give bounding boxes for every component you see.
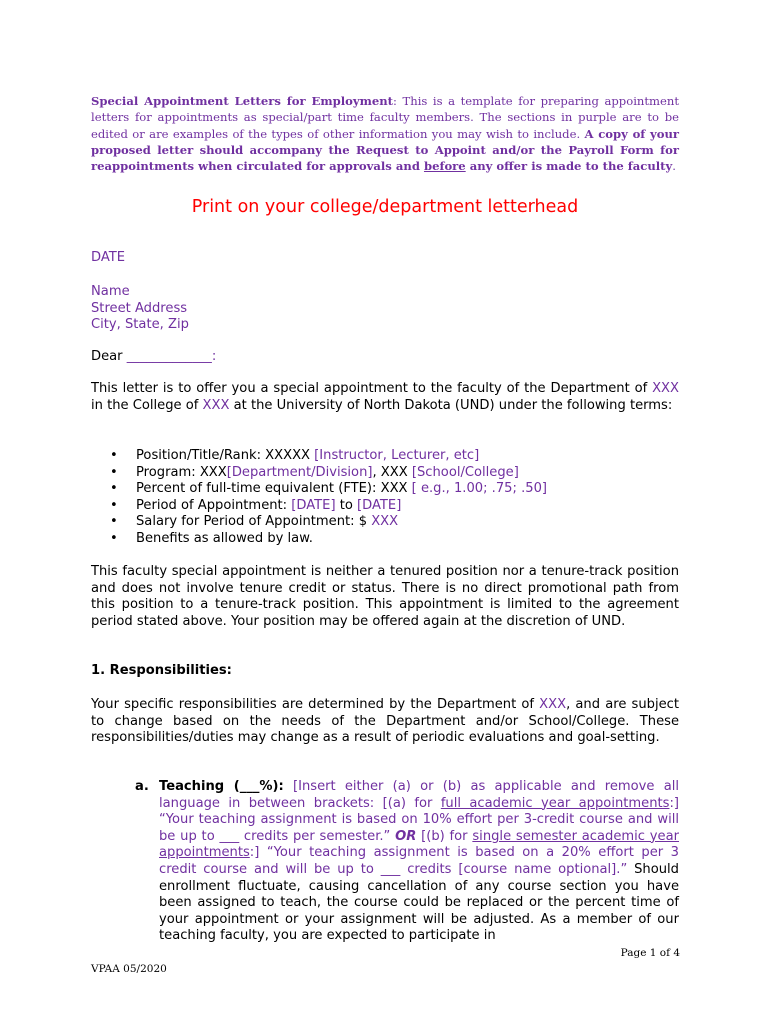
term-start-date: [DATE] xyxy=(291,497,336,513)
teaching-instruction: [Insert either (a) or (b) as applicable and remove all language in between brackets: [(a) for xyxy=(159,779,679,811)
responsibilities-text: Your specific responsibilities are determined by the Department of xyxy=(91,697,540,712)
term-position xyxy=(110,448,670,465)
recipient-city-state-zip: City, State, Zip xyxy=(91,317,189,332)
teaching-subsection xyxy=(135,779,679,945)
address-block xyxy=(91,284,679,334)
term-example: [ e.g., 1.00; .75; .50] xyxy=(411,481,548,497)
term-label: Position/Title/Rank: XXXXX xyxy=(136,448,315,463)
term-example: [Instructor, Lecturer, etc] xyxy=(314,448,480,463)
teaching-label: Teaching (___%): xyxy=(159,779,284,794)
term-label: Program: XXX xyxy=(136,464,227,480)
teaching-instruction: [(b) for xyxy=(416,828,473,844)
term-separator: to xyxy=(335,497,358,513)
instructions-text: : This is a template for preparing appointment letters for appointments as special/part time faculty members. The sections in purple are to be edited or are examples of the types of other information you may wish to include. xyxy=(91,94,680,141)
footer-version: VPAA 05/2020 xyxy=(91,963,167,975)
teaching-option-a: full academic year appointments xyxy=(440,795,670,811)
term-salary-amount: XXX xyxy=(371,514,399,530)
responsibilities-paragraph xyxy=(91,697,679,747)
teaching-or: OR xyxy=(395,828,417,844)
bullet-icon: • xyxy=(110,464,118,480)
letterhead-note: Print on your college/department letterhead xyxy=(191,197,579,217)
term-period xyxy=(110,498,670,515)
teaching-text: Should enrollment fluctuate, causing cancellation of any course section you have been assigned to teach, the course could be replaced or the percent time of your appointment or your assignment will be adjusted. As a member of our teaching faculty, you are expected to participate in xyxy=(159,861,679,944)
terms-list xyxy=(110,448,670,548)
offer-paragraph xyxy=(91,381,679,414)
instructions-heading: Special Appointment Letters for Employment xyxy=(91,94,394,108)
recipient-street: Street Address xyxy=(91,300,188,316)
term-separator: , XXX xyxy=(372,464,412,480)
term-fte xyxy=(110,481,670,498)
term-benefits xyxy=(110,531,670,548)
offer-college: XXX xyxy=(202,397,230,413)
term-end-date: [DATE] xyxy=(357,497,402,513)
offer-text: This letter is to offer you a special appointment to the faculty of the Department of xyxy=(91,381,653,396)
salutation-blank: _____________ xyxy=(126,349,212,364)
instructions-underlined-word: before xyxy=(423,159,466,174)
term-example: [School/College] xyxy=(411,464,519,480)
recipient-name: Name xyxy=(91,284,130,299)
responsibilities-text: , and are subject to change based on the needs of the Department and/or School/College. These responsibilities/duties may change as a result of periodic evaluations and goal-setting. xyxy=(91,697,679,745)
term-label: Percent of full-time equivalent (FTE): XXX xyxy=(136,481,412,497)
term-salary xyxy=(110,514,670,531)
teaching-option-b: single semester academic year appointments xyxy=(159,828,679,861)
salutation xyxy=(91,349,679,366)
term-example: [Department/Division] xyxy=(226,464,373,480)
instructions-bold-text-end: any offer is made to the faculty xyxy=(465,159,673,174)
teaching-instruction: :] “Your teaching assignment is based on a 20% effort per 3 credit course and will be up to ___ credits [course name optional].” xyxy=(159,845,679,877)
teaching-instruction: :] “Your teaching assignment is based on 10% effort per 3-credit course and will be up to ___ credits per semester.” xyxy=(159,795,679,844)
term-program xyxy=(110,465,670,482)
salutation-prefix: Dear xyxy=(91,349,127,364)
offer-department: XXX xyxy=(652,381,679,396)
bullet-icon: • xyxy=(110,530,118,546)
bullet-icon: • xyxy=(110,448,118,463)
subsection-letter: a. xyxy=(135,779,149,794)
term-label: Salary for Period of Appointment: $ xyxy=(136,514,372,530)
instructions-bold-text: A copy of your proposed letter should accompany the Request to Appoint and/or the Payroll Form for reappointments when circulated for approvals and xyxy=(91,126,679,174)
template-instructions xyxy=(91,93,679,174)
bullet-icon: • xyxy=(110,514,118,530)
date-field: DATE xyxy=(91,250,126,265)
appointment-status-paragraph: This faculty special appointment is neither a tenured position nor a tenure-track position and does not involve tenure credit or status. There is no direct promotional path from this position to a tenure-track position. This appointment is limited to the agreement period stated above. Your position may be offered again at the discretion of UND. xyxy=(91,564,679,629)
teaching-content xyxy=(159,779,679,945)
page-number: Page 1 of 4 xyxy=(620,947,680,959)
instructions-period: . xyxy=(672,159,676,174)
term-label: Benefits as allowed by law. xyxy=(136,530,313,546)
salutation-colon: : xyxy=(211,349,217,364)
bullet-icon: • xyxy=(110,481,118,497)
responsibilities-department: XXX xyxy=(539,697,567,712)
section-heading-responsibilities: 1. Responsibilities: xyxy=(91,663,232,678)
bullet-icon: • xyxy=(110,497,118,513)
offer-text: in the College of xyxy=(91,397,203,413)
term-label: Period of Appointment: xyxy=(136,497,292,513)
offer-text: at the University of North Dakota (UND) under the following terms: xyxy=(229,397,673,413)
